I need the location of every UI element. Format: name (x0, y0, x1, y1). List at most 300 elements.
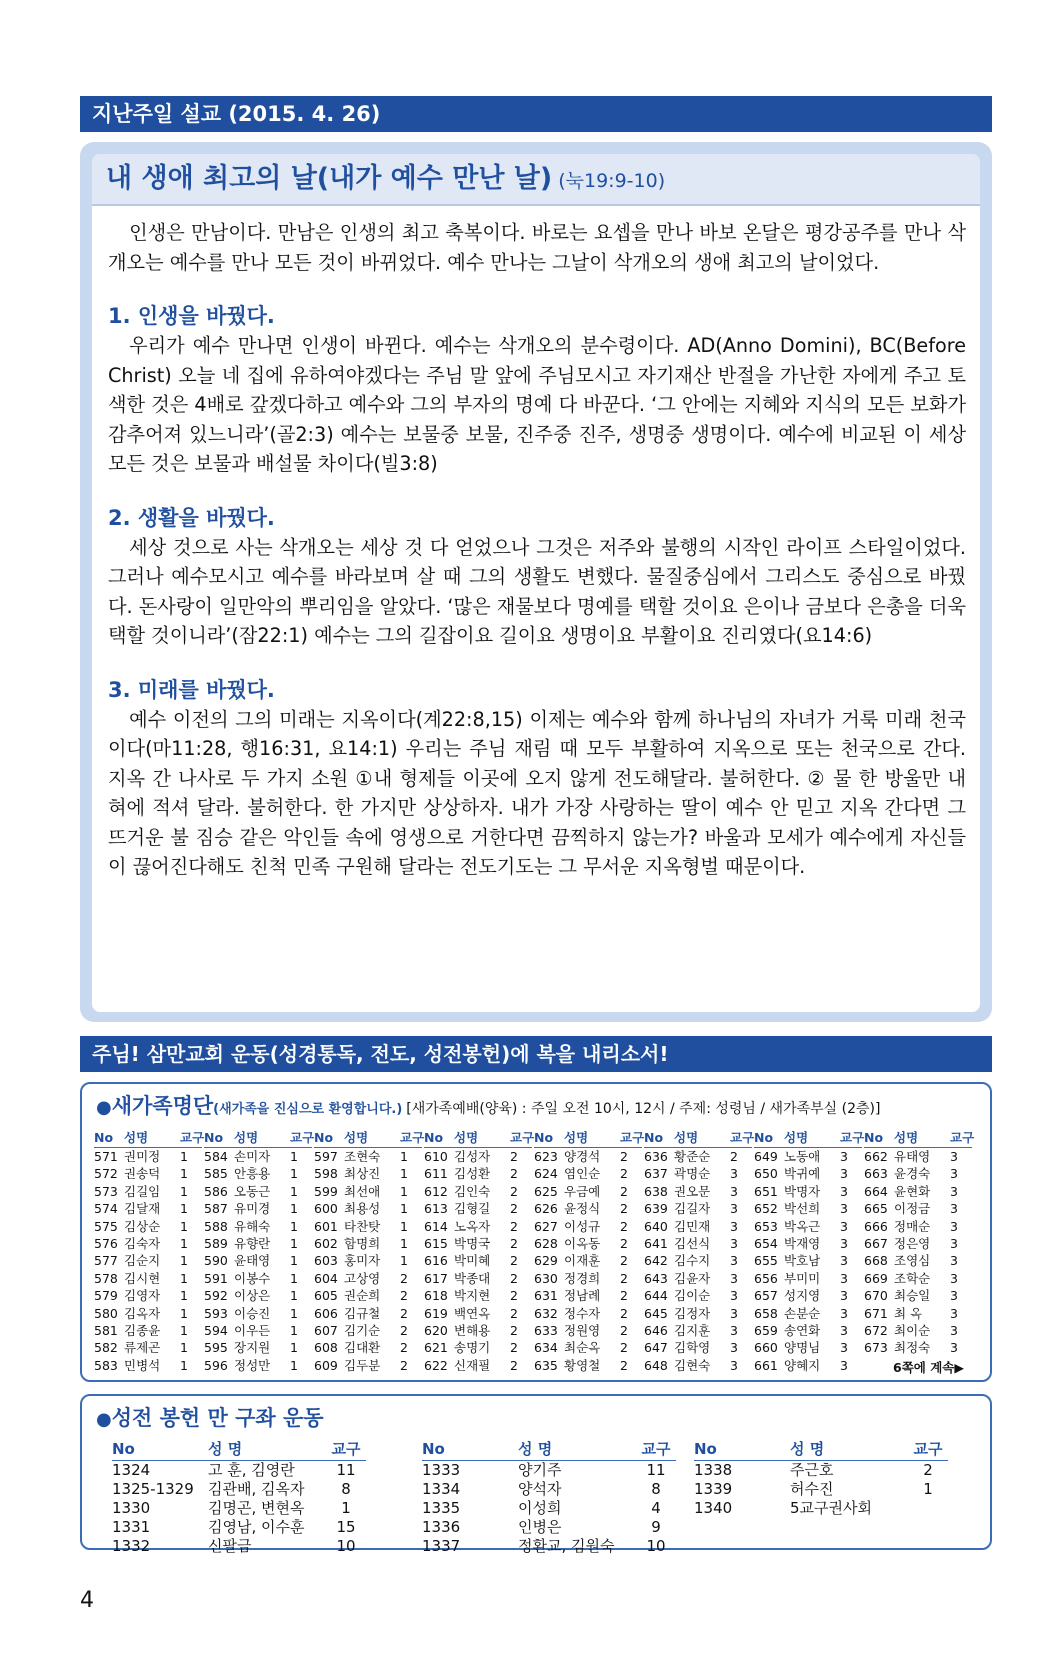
entry-name: 이정금 (894, 1201, 931, 1217)
entry-district: 3 (730, 1288, 738, 1304)
list-item (424, 1339, 532, 1356)
entry-district: 2 (510, 1149, 518, 1164)
entry-district: 3 (730, 1235, 738, 1251)
list-item (204, 1322, 312, 1339)
entry-name: 양기주 (518, 1461, 562, 1479)
entry-number: 607 (314, 1322, 338, 1338)
list-item (534, 1287, 642, 1304)
entry-name: 염인순 (564, 1166, 601, 1182)
bullet-icon: ● (96, 1409, 112, 1430)
entry-number: 641 (644, 1235, 668, 1251)
list-item (534, 1305, 642, 1322)
list-item (204, 1252, 312, 1269)
entry-number: 581 (94, 1322, 118, 1338)
entry-number: 636 (644, 1149, 668, 1164)
point-text-3: 예수 이전의 그의 미래는 지옥이다(계22:8,15) 이제는 예수와 함께 하나님의 자녀가 거룩 미래 천국이다(마11:28, 행16:31, 요14:1) 우리는 주님 재림 때 모두 부활하여 지옥으로 또는 천국으로 간다. 지옥 간 나사로 두 가지 소원 ①내 형제들 이곳에 오지 않게 전도해달라. 불허한다. ② 물 한 방울만 내 혀에 적셔 달라. 불허한다. 한 가지만 상상하자. 내가 가장 사랑하는 딸이 예수 안 믿고 지옥 간다면 그 뜨거운 불 짐승 같은 악인들 속에 영생으로 거한다면 끔찍하지 않는가? 바울과 모세가 예수에게 자신들이 끊어진다해도 친척 민족 구원해 달라는 전도기도는 그 무서운 지옥형벌 때문이다. (108, 707, 966, 878)
list-item (94, 1252, 202, 1269)
list-item (754, 1252, 862, 1269)
new-family-column (644, 1128, 755, 1374)
list-item (422, 1461, 676, 1480)
entry-number: 630 (534, 1270, 558, 1286)
entry-district: 1 (290, 1149, 298, 1164)
entry-name: 김성환 (454, 1166, 491, 1182)
entry-number: 648 (644, 1357, 668, 1373)
entry-district: 3 (840, 1305, 848, 1321)
list-item (534, 1200, 642, 1217)
entry-district: 3 (840, 1166, 848, 1182)
entry-district: 8 (651, 1480, 661, 1498)
entry-district: 3 (950, 1149, 958, 1164)
entry-name: 김숙자 (124, 1235, 161, 1251)
entry-number: 577 (94, 1253, 118, 1269)
entry-number: 602 (314, 1235, 338, 1251)
header-no: No (94, 1130, 114, 1145)
list-item (534, 1235, 642, 1252)
entry-name: 우금예 (564, 1183, 601, 1199)
list-item (754, 1200, 862, 1217)
list-item (644, 1322, 752, 1339)
list-item (694, 1480, 948, 1499)
header-no: No (112, 1440, 135, 1458)
entry-name: 조학순 (894, 1270, 931, 1286)
entry-number: 643 (644, 1270, 668, 1286)
entry-number: 651 (754, 1183, 778, 1199)
entry-name: 이성규 (564, 1218, 601, 1234)
list-item (94, 1287, 202, 1304)
entry-district: 1 (400, 1218, 408, 1234)
list-item (94, 1218, 202, 1235)
entry-number: 670 (864, 1288, 888, 1304)
entry-number: 1334 (422, 1480, 461, 1498)
list-item (534, 1322, 642, 1339)
entry-number: 606 (314, 1305, 338, 1321)
entry-name: 부미미 (784, 1270, 821, 1286)
column-header (754, 1128, 865, 1148)
entry-district: 2 (510, 1270, 518, 1286)
entry-district: 2 (400, 1340, 408, 1356)
list-item (644, 1165, 752, 1182)
list-item (754, 1305, 862, 1322)
entry-name: 황영철 (564, 1357, 601, 1373)
entry-name: 박귀예 (784, 1166, 821, 1182)
entry-name: 김길자 (674, 1201, 711, 1217)
entry-number: 621 (424, 1340, 448, 1356)
entry-number: 627 (534, 1218, 558, 1234)
entry-number: 659 (754, 1322, 778, 1338)
entry-name: 이상은 (234, 1288, 271, 1304)
entry-district: 3 (840, 1288, 848, 1304)
list-item (864, 1165, 972, 1182)
list-item (644, 1218, 752, 1235)
list-item (424, 1218, 532, 1235)
header-no: No (644, 1130, 664, 1145)
entry-district: 1 (290, 1340, 298, 1356)
entry-number: 656 (754, 1270, 778, 1286)
entry-district: 3 (950, 1201, 958, 1217)
entry-district: 2 (923, 1461, 933, 1479)
entry-number: 628 (534, 1235, 558, 1251)
list-item (422, 1499, 676, 1518)
entry-district: 2 (510, 1166, 518, 1182)
list-item (754, 1218, 862, 1235)
entry-name: 박선희 (784, 1201, 821, 1217)
entry-number: 596 (204, 1357, 228, 1373)
entry-district: 1 (290, 1201, 298, 1217)
point-heading-1: 1. 인생을 바꿨다. (108, 304, 275, 328)
entry-name: 김인숙 (454, 1183, 491, 1199)
entry-district: 1 (180, 1305, 188, 1321)
entry-name: 변해용 (454, 1322, 491, 1338)
entry-district: 3 (840, 1357, 848, 1373)
entry-number: 1324 (112, 1461, 151, 1479)
list-item (94, 1235, 202, 1252)
entry-name: 오동근 (234, 1183, 271, 1199)
sermon-section-label: 지난주일 설교 (2015. 4. 26) (92, 102, 381, 126)
entry-name: 최이순 (894, 1322, 931, 1338)
entry-district: 1 (290, 1322, 298, 1338)
list-item (314, 1270, 422, 1287)
entry-district: 1 (180, 1357, 188, 1373)
entry-district: 3 (840, 1183, 848, 1199)
column-header (204, 1128, 315, 1148)
entry-number: 610 (424, 1149, 448, 1164)
temple-build-column (694, 1438, 948, 1518)
header-district: 교구 (180, 1130, 205, 1145)
header-no: No (314, 1130, 334, 1145)
list-item (644, 1200, 752, 1217)
entry-name: 김대환 (344, 1340, 381, 1356)
column-header (534, 1128, 645, 1148)
list-item (94, 1305, 202, 1322)
entry-district: 10 (336, 1537, 356, 1555)
campaign-section-bar (80, 1036, 992, 1072)
entry-district: 1 (290, 1166, 298, 1182)
entry-name: 김정자 (674, 1305, 711, 1321)
entry-number: 594 (204, 1322, 228, 1338)
list-item (204, 1357, 312, 1374)
entry-district: 3 (730, 1218, 738, 1234)
header-name: 성 명 (518, 1440, 553, 1458)
list-item (644, 1148, 752, 1165)
entry-name: 김달재 (124, 1201, 161, 1217)
entry-number: 584 (204, 1149, 228, 1164)
entry-name: 손미자 (234, 1149, 271, 1164)
entry-district: 3 (950, 1270, 958, 1286)
entry-district: 2 (620, 1183, 628, 1199)
entry-district: 2 (620, 1322, 628, 1338)
entry-name: 김선식 (674, 1235, 711, 1251)
list-item (534, 1165, 642, 1182)
entry-district: 3 (730, 1253, 738, 1269)
point-text-2: 세상 것으로 사는 삭개오는 세상 것 다 얻었으나 그것은 저주와 불행의 시작인 라이프 스타일이었다. 그러나 예수모시고 예수를 바라보며 살 때 그의 생활도 변했다. 물질중심에서 그리스도 중심으로 바꿨다. 돈사랑이 일만악의 뿌리임을 알았다. ‘많은 재물보다 명예를 택할 것이요 은이나 금보다 은총을 더욱 택할 것이니라’(잠22:1) 예수는 그의 길잡이요 길이요 생명이요 부활이요 진리였다(요14:6) (108, 535, 966, 647)
entry-name: 신재필 (454, 1357, 491, 1373)
entry-district: 1 (290, 1235, 298, 1251)
temple-build-column (112, 1438, 366, 1556)
entry-district: 3 (950, 1253, 958, 1269)
entry-name: 조현숙 (344, 1149, 381, 1164)
entry-district: 3 (730, 1201, 738, 1217)
list-item (864, 1148, 972, 1165)
new-family-column (864, 1128, 975, 1357)
list-item (424, 1200, 532, 1217)
entry-name: 양경석 (564, 1149, 601, 1164)
page-number: 4 (80, 1588, 94, 1613)
entry-name: 최승일 (894, 1288, 931, 1304)
entry-district: 2 (510, 1305, 518, 1321)
entry-district: 1 (400, 1201, 408, 1217)
entry-district: 3 (840, 1270, 848, 1286)
list-item (112, 1537, 366, 1556)
entry-number: 650 (754, 1166, 778, 1182)
entry-district: 2 (620, 1340, 628, 1356)
sermon-body (92, 206, 980, 882)
header-name: 성명 (124, 1130, 149, 1145)
entry-district: 2 (620, 1149, 628, 1164)
point-heading-2: 2. 생활을 바꿨다. (108, 505, 275, 530)
entry-name: 허수진 (790, 1480, 834, 1498)
list-item (534, 1270, 642, 1287)
list-item (754, 1357, 862, 1374)
list-item (422, 1480, 676, 1499)
list-item (534, 1148, 642, 1165)
entry-name: 이옥동 (564, 1235, 601, 1251)
entry-district: 2 (620, 1218, 628, 1234)
new-family-column (314, 1128, 425, 1374)
entry-district: 3 (950, 1183, 958, 1199)
entry-district: 2 (510, 1218, 518, 1234)
entry-name: 권오문 (674, 1183, 711, 1199)
new-family-column (94, 1128, 205, 1374)
entry-name: 정은영 (894, 1235, 931, 1251)
list-item (94, 1200, 202, 1217)
entry-number: 654 (754, 1235, 778, 1251)
list-item (534, 1218, 642, 1235)
entry-name: 최정숙 (894, 1340, 931, 1356)
list-item (644, 1252, 752, 1269)
sermon-section-bar (80, 96, 992, 132)
entry-number: 593 (204, 1305, 228, 1321)
list-item (864, 1339, 972, 1356)
column-header (694, 1438, 948, 1461)
entry-number: 647 (644, 1340, 668, 1356)
entry-district: 9 (651, 1518, 661, 1536)
entry-number: 592 (204, 1288, 228, 1304)
column-header (424, 1128, 535, 1148)
list-item (204, 1235, 312, 1252)
continue-note: 6쪽에 계속▶ (893, 1360, 964, 1375)
list-item (204, 1218, 312, 1235)
list-item (424, 1287, 532, 1304)
entry-number: 663 (864, 1166, 888, 1182)
entry-district: 1 (400, 1235, 408, 1251)
entry-district: 2 (510, 1201, 518, 1217)
list-item (204, 1305, 312, 1322)
entry-number: 661 (754, 1357, 778, 1373)
entry-name: 박명국 (454, 1235, 491, 1251)
list-item (754, 1339, 862, 1356)
list-item (424, 1165, 532, 1182)
entry-number: 625 (534, 1183, 558, 1199)
entry-name: 김옥자 (124, 1305, 161, 1321)
entry-name: 윤태영 (234, 1253, 271, 1269)
entry-district: 3 (840, 1235, 848, 1251)
entry-number: 575 (94, 1218, 118, 1234)
list-item (754, 1183, 862, 1200)
list-item (754, 1148, 862, 1165)
entry-number: 1337 (422, 1537, 461, 1555)
entry-district: 2 (510, 1340, 518, 1356)
entry-district: 2 (400, 1305, 408, 1321)
entry-number: 671 (864, 1305, 888, 1321)
entry-district: 4 (651, 1499, 661, 1517)
header-name: 성명 (454, 1130, 479, 1145)
entry-number: 655 (754, 1253, 778, 1269)
entry-district: 2 (510, 1288, 518, 1304)
entry-name: 함명희 (344, 1235, 381, 1251)
entry-district: 2 (510, 1357, 518, 1373)
list-item (204, 1165, 312, 1182)
entry-number: 582 (94, 1340, 118, 1356)
entry-name: 류제곤 (124, 1340, 161, 1356)
entry-name: 홍미자 (344, 1253, 381, 1269)
entry-number: 629 (534, 1253, 558, 1269)
entry-number: 1335 (422, 1499, 461, 1517)
entry-number: 644 (644, 1288, 668, 1304)
entry-number: 604 (314, 1270, 338, 1286)
entry-number: 1330 (112, 1499, 151, 1517)
list-item (314, 1148, 422, 1165)
entry-name: 김윤자 (674, 1270, 711, 1286)
entry-name: 곽명순 (674, 1166, 711, 1182)
entry-number: 638 (644, 1183, 668, 1199)
new-family-subtitle: (새가족을 진심으로 환영합니다.) (213, 1102, 403, 1117)
entry-district: 1 (923, 1480, 933, 1498)
list-item (754, 1270, 862, 1287)
entry-district: 2 (510, 1322, 518, 1338)
header-district: 교구 (950, 1130, 975, 1145)
entry-name: 김이순 (674, 1288, 711, 1304)
entry-number: 595 (204, 1340, 228, 1356)
entry-name: 김영자 (124, 1288, 161, 1304)
entry-number: 660 (754, 1340, 778, 1356)
list-item (112, 1480, 366, 1499)
entry-district: 3 (730, 1183, 738, 1199)
entry-district: 2 (510, 1183, 518, 1199)
header-name: 성 명 (208, 1440, 243, 1458)
entry-name: 박명자 (784, 1183, 821, 1199)
list-item (864, 1322, 972, 1339)
list-item (314, 1287, 422, 1304)
entry-number: 1325-1329 (112, 1480, 194, 1498)
entry-district: 3 (840, 1218, 848, 1234)
entry-name: 김순지 (124, 1253, 161, 1269)
column-header (112, 1438, 366, 1461)
entry-name: 김수지 (674, 1253, 711, 1269)
entry-name: 김상순 (124, 1218, 161, 1234)
entry-name: 노동애 (784, 1149, 821, 1164)
entry-number: 580 (94, 1305, 118, 1321)
entry-district: 2 (620, 1305, 628, 1321)
entry-number: 673 (864, 1340, 888, 1356)
entry-number: 620 (424, 1322, 448, 1338)
header-district: 교구 (730, 1130, 755, 1145)
entry-district: 2 (620, 1201, 628, 1217)
list-item (534, 1252, 642, 1269)
sermon-reference: (눅19:9-10) (558, 170, 666, 192)
entry-number: 634 (534, 1340, 558, 1356)
entry-district: 1 (341, 1499, 351, 1517)
entry-number: 615 (424, 1235, 448, 1251)
new-family-column (534, 1128, 645, 1374)
entry-number: 649 (754, 1149, 778, 1164)
header-district: 교구 (331, 1440, 361, 1458)
entry-number: 653 (754, 1218, 778, 1234)
entry-number: 631 (534, 1288, 558, 1304)
entry-district: 1 (180, 1253, 188, 1269)
entry-number: 642 (644, 1253, 668, 1269)
entry-name: 송명기 (454, 1340, 491, 1356)
entry-number: 639 (644, 1201, 668, 1217)
list-item (314, 1322, 422, 1339)
entry-name: 양혜지 (784, 1357, 821, 1373)
entry-name: 정원영 (564, 1322, 601, 1338)
entry-number: 571 (94, 1149, 118, 1164)
entry-number: 586 (204, 1183, 228, 1199)
entry-number: 664 (864, 1183, 888, 1199)
campaign-section-label: 주님! 삼만교회 운동(성경통독, 전도, 성전봉헌)에 복을 내리소서! (92, 1042, 669, 1066)
entry-name: 정수자 (564, 1305, 601, 1321)
list-item (754, 1287, 862, 1304)
entry-number: 624 (534, 1166, 558, 1182)
entry-number: 572 (94, 1166, 118, 1182)
new-family-title: 새가족명단 (111, 1094, 214, 1118)
list-item (204, 1200, 312, 1217)
entry-district: 1 (180, 1235, 188, 1251)
header-no: No (422, 1440, 445, 1458)
entry-name: 박미혜 (454, 1253, 491, 1269)
entry-number: 637 (644, 1166, 668, 1182)
entry-district: 2 (400, 1288, 408, 1304)
header-name: 성명 (894, 1130, 919, 1145)
entry-name: 최순옥 (564, 1340, 601, 1356)
entry-name: 유태영 (894, 1149, 931, 1164)
header-district: 교구 (510, 1130, 535, 1145)
temple-build-column (422, 1438, 676, 1556)
entry-number: 588 (204, 1218, 228, 1234)
entry-number: 578 (94, 1270, 118, 1286)
entry-number: 603 (314, 1253, 338, 1269)
entry-number: 587 (204, 1201, 228, 1217)
list-item (314, 1183, 422, 1200)
entry-district: 11 (336, 1461, 356, 1479)
entry-number: 618 (424, 1288, 448, 1304)
list-item (424, 1357, 532, 1374)
entry-district: 1 (400, 1253, 408, 1269)
header-district: 교구 (913, 1440, 943, 1458)
header-name: 성명 (784, 1130, 809, 1145)
entry-district: 1 (290, 1305, 298, 1321)
entry-name: 고 훈, 김영란 (208, 1461, 295, 1479)
list-item (204, 1270, 312, 1287)
entry-district: 1 (290, 1218, 298, 1234)
header-name: 성 명 (790, 1440, 825, 1458)
entry-district: 1 (180, 1166, 188, 1182)
entry-district: 1 (180, 1149, 188, 1164)
sermon-title: 내 생애 최고의 날(내가 예수 만난 날) (106, 163, 553, 194)
list-item (864, 1287, 972, 1304)
entry-district: 3 (840, 1253, 848, 1269)
entry-number: 613 (424, 1201, 448, 1217)
